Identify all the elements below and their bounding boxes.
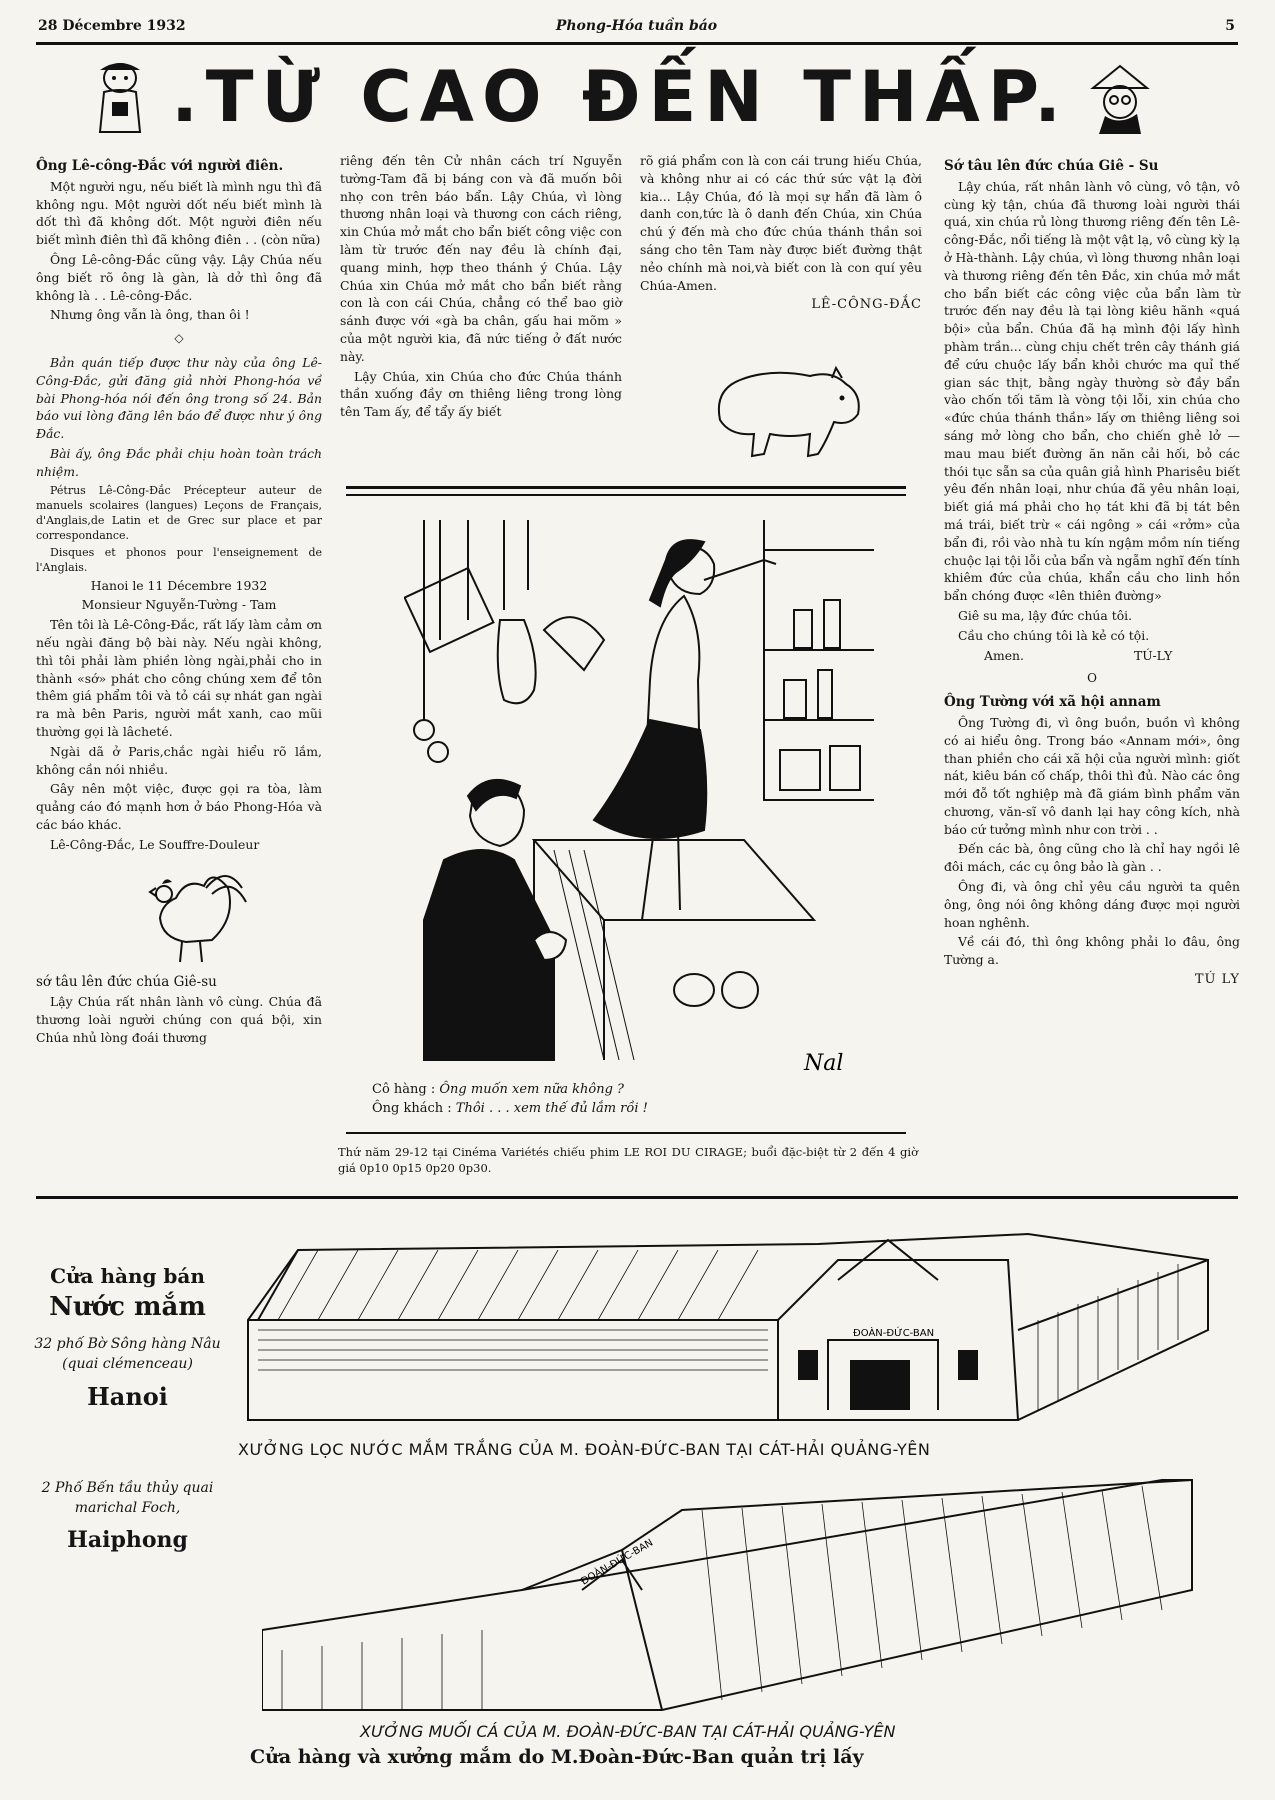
fish-sauce-factory-drawing [238, 1220, 1218, 1440]
addressee: Monsieur Nguyễn-Tường - Tam [81, 597, 277, 613]
factory-sign: ĐOÀN-ĐỨC-BAN [579, 1537, 656, 1588]
paragraph: Ông Tường đi, vì ông buồn, buồn vì không có ai hiểu ông. Trong báo «Annam mới», ông than phiền cho cái xã hội của người mình: giốt nát, kiêu bán cố chấp, thôi thì đủ. Nào các ông mới đỗ tốt nghiệp mà đã giám bình phẩm văn chương, văn-sĩ vô danh lại hay công kích, nhà báo cứ tưởng mình như con trời . . [944, 714, 1240, 837]
cinema-text: Thứ năm 29-12 tại Cinéma Variétés chiếu phim LE ROI DU CIRAGE; buổi đặc-biệt từ 2 đến 4 giờ giá 0p10 0p15 0p20 0p30. [338, 1145, 918, 1175]
caption-speaker: Cô hàng : [372, 1082, 436, 1097]
paragraph: Về cái đó, thì ông không phải lo đâu, ông Tường a. [944, 934, 1240, 968]
paragraph: Lậy chúa, rất nhân lành vô cùng, vô tận, vô cùng kỳ tận, chúa đã thương loài người thái quá, xin chúa rủ lòng thương riêng đến tên Lê-công-Đắc, nổi tiếng là một vật lạ, vô cùng kỳ lạ ở Hà-thành. Lậy chúa, vì lòng thương nhân loại và thương riêng đến tên Đắc, xin chúa mở mắt cho bẩn biết các công việc của bẩn làm từ trước đến nay đều là tại lòng kiêu hãnh «quá bội» của bẩn. Chúa đã hạ mình đội lấy hình phàm trần... cùng chịu chết trên cây thánh giá để cứu chuộc lấy bẩn khỏi chước ma quỉ thế gian sác thịt, bằng ngày thường sờ đầy bẩn vào chốn tối tăm là vòng tội lỗi, xin chúa cho «đức chúa thánh thần» lấy ơn thiêng liêng soi sáng mở lòng cho bẩn, cho chiến ghẻ lở — mau mau biết đường ăn năn cải hối, bỏ các thói tục sẵn sa của quân giả hình Pharisêu biết yêu đến nhân loại, như chúa đã yêu nhân loại, biết giá má phải cho họ tát khi đã bị tát bên má trái, biết trừ « cái ngông » cái «rởm» của bẩn đi, rồi vào nhà tu kín ngậm mồm nín tiếng chuộc lại tội lỗi của bẩn và ngẫm nghĩ đến tính khiêm đức của chúa, khẩn cầu cho linh hồn bẩn chóng được «lên thiên đường» [944, 178, 1240, 604]
rooster-icon [36, 858, 322, 970]
closing-line [944, 647, 1240, 665]
column-1 [36, 158, 322, 1049]
page-title: .TỪ CAO ĐẾN THẤP. [171, 56, 1069, 138]
shop-label: Cửa hàng bán [50, 1264, 205, 1288]
editor-note: Bản quán tiếp được thư này của ông Lê-Công-Đắc, gửi đăng giả nhời Phong-hóa về bài Phong-hóa nói đến ông trong số 24. Bản báo vui lòng đăng lên báo để được như ý ông Đắc. [36, 354, 322, 442]
caption-line [372, 1080, 852, 1099]
editor-note: Bài ấy, ông Đắc phải chịu hoàn toàn trách nhiệm. [36, 445, 322, 479]
paragraph: rõ giá phẩm con là con cái trung hiếu Chúa, và không như ai có các thứ sức vật lạ đời kia... Lậy Chúa, đó là mọi sự hẩn đã làm ô danh con,tức là ô danh đến Chúa, xin Chúa chú ý đến mà cho đức chúa thánh thần soi sáng cho tên Tam này được biết đường thật nẻo chính mà noi,và biết con là con quí yêu Chúa-Amen. [640, 153, 922, 293]
haiphong-city: Haiphong [67, 1527, 188, 1553]
amen-text: Amen. [984, 647, 1024, 663]
cartoon-top-rule [346, 494, 906, 496]
hanoi-address: 32 phố Bờ Sông hàng Nâu (quai clémenceau) [34, 1336, 221, 1372]
haiphong-address: 2 Phố Bến tầu thủy quai marichal Foch, [41, 1480, 214, 1516]
paragraph: riêng đến tên Cử nhân cách trí Nguyễn tường-Tam đã bị báng con và đã muốn bôi nhọ con trên báo bẩn. Lậy Chúa, vì lòng thương nhân loại và thương con cách riêng, xin Chúa mở mắt cho bẩn biết công việc con làm từ trước đến nay đều là chính đại, quang minh, hợp theo thánh ý Chúa. Lậy Chúa xin Chúa mở mắt cho bẩn biết rằng con là con cái Chúa, chẳng có thể bao giờ sánh được với «gà ba chân, gấu hai mõm » của một người kia, đã nức tiếng ở đất nước này. [340, 153, 622, 364]
issue-date: 28 Décembre 1932 [38, 18, 186, 34]
caption-speaker: Ông khách : [372, 1101, 452, 1116]
counter-icon [534, 840, 814, 1060]
section-separator: O [1087, 671, 1097, 686]
ad-footer: Cửa hàng và xưởng mắm do M.Đoàn-Đức-Ban quản trị lấy [250, 1746, 864, 1768]
teapot-icon [674, 972, 758, 1008]
paragraph: Giê su ma, lậy đức chúa tôi. [958, 607, 1133, 623]
letterhead: Pétrus Lê-Công-Đắc Précepteur auteur de manuels scolaires (langues) Leçons de Français, d'Anglais,de Latin et de Grec sur place et par correspondance. [36, 483, 322, 542]
paragraph: Lậy Chúa, xin Chúa cho đức Chúa thánh thần xuống đầy ơn thiêng liêng trong lòng tên Tam ấy, để tẩy ấy biết [340, 368, 622, 420]
ad-divider [36, 1196, 1238, 1199]
signature: TÚ-LY [1133, 647, 1173, 663]
shop-address-block [30, 1262, 225, 1556]
factory-caption: XƯỞNG LỌC NƯỚC MẮM TRẮNG CỦA M. ĐOÀN-ĐỨC-BAN TẠI CÁT-HẢI QUẢNG-YÊN [238, 1440, 931, 1459]
signature: TÚ LY [1194, 972, 1240, 988]
cartoon-top-rule [346, 486, 906, 489]
bear-icon [700, 350, 870, 470]
hanoi-city: Hanoi [87, 1382, 168, 1411]
caption-text: Ông muốn xem nữa không ? [439, 1082, 625, 1097]
factory-caption: XƯỞNG MUỐI CÁ CỦA M. ĐOÀN-ĐỨC-BAN TẠI CÁT-HẢI QUẢNG-YÊN [360, 1722, 896, 1741]
shop-product: Nước mắm [49, 1292, 206, 1322]
paragraph: Cầu cho chúng tôi là kẻ có tội. [958, 627, 1150, 643]
article-heading: Ông Tường với xã hội annam [944, 694, 1161, 711]
fish-salting-factory-drawing [262, 1470, 1210, 1720]
letterhead: Disques et phonos pour l'enseignement de l'Anglais. [36, 545, 322, 574]
paragraph: Đến các bà, ông cũng cho là chỉ hay ngồi lê đôi mách, các cụ ông bảo là gàn . . [944, 841, 1240, 875]
caption-text: Thôi . . . xem thế đủ lắm rồi ! [455, 1101, 648, 1116]
paragraph: Nhưng ông vẫn là ông, than ôi ! [50, 307, 250, 323]
paragraph: Lậy Chúa rất nhân lành vô cùng. Chúa đã thương loài người chúng con quá bội, xin Chúa nhủ lòng đoái thương [36, 994, 322, 1045]
artist-signature: Nal [804, 1051, 844, 1076]
article-heading: sớ tâu lên đức chúa Giê-su [36, 973, 217, 990]
old-man-figure-icon [1085, 62, 1155, 142]
cinema-notice [338, 1144, 918, 1178]
article-heading: Ông Lê-công-Đắc với người điên. [36, 158, 284, 174]
paragraph: Một người ngu, nếu biết là mình ngu thì đã không ngu. Một người dốt nếu biết mình là dốt thì đã không dốt. Một người điên nếu biết mình điên thì đã không điên . . (còn nữa) [36, 178, 322, 248]
column-2 [340, 152, 622, 423]
factory-sign: ĐOÀN-ĐỨC-BAN [853, 1328, 935, 1339]
customer-man-icon [424, 780, 566, 1060]
header-rule [36, 42, 1238, 45]
dateline: Hanoi le 11 Décembre 1932 [90, 577, 268, 593]
hanging-goods-icon [405, 520, 604, 762]
signature: Lê-Công-Đắc, Le Souffre-Douleur [50, 836, 260, 852]
column-4 [944, 158, 1240, 991]
paragraph: Tên tôi là Lê-Công-Đắc, rất lấy làm cảm ơn nếu ngài đăng bộ bài này. Nếu ngài không, thì tôi phải làm phiền lòng ngài,phải cho in thành «sớ» phát cho công chúng xem để tôn thêm giá phẩm tôi và tỏ cái sự nhát gan ngài ra mà bên Paris, người mắt xanh, cao mũi thường gọi là lâcheté. [36, 617, 322, 739]
paragraph: Ngài dã ở Paris,chắc ngài hiểu rõ lắm, không cần nói nhiều. [36, 743, 322, 777]
paragraph: Gây nên một việc, được gọi ra tòa, làm quảng cáo đó mạnh hơn ở báo Phong-Hóa và các báo khác. [36, 781, 322, 832]
column-3 [640, 152, 922, 316]
cartoon-illustration [404, 520, 874, 1080]
shopkeeper-woman-icon [594, 540, 776, 920]
cartoon-bottom-rule [346, 1132, 906, 1134]
page-number: 5 [1225, 18, 1235, 34]
paragraph: Ông đi, và ông chỉ yêu cầu người ta quên ông, ông nói ông không dáng được mọi người hoan nghênh. [944, 879, 1240, 930]
shelf-icon [764, 520, 874, 800]
article-heading: Sớ tâu lên đức chúa Giê - Su [944, 158, 1159, 174]
section-separator: ◇ [174, 331, 184, 346]
paragraph: Ông Lê-công-Đắc cũng vậy. Lậy Chúa nếu ông biết rõ ông là gàn, là dở thì ông đã không là . . Lê-công-Đắc. [36, 251, 322, 303]
cartoon-caption [372, 1080, 852, 1118]
paper-name: Phong-Hóa tuần báo [555, 18, 718, 34]
caption-line [372, 1099, 852, 1118]
signature: LÊ-CÔNG-ĐẮC [811, 297, 922, 313]
page-header [38, 18, 1235, 40]
